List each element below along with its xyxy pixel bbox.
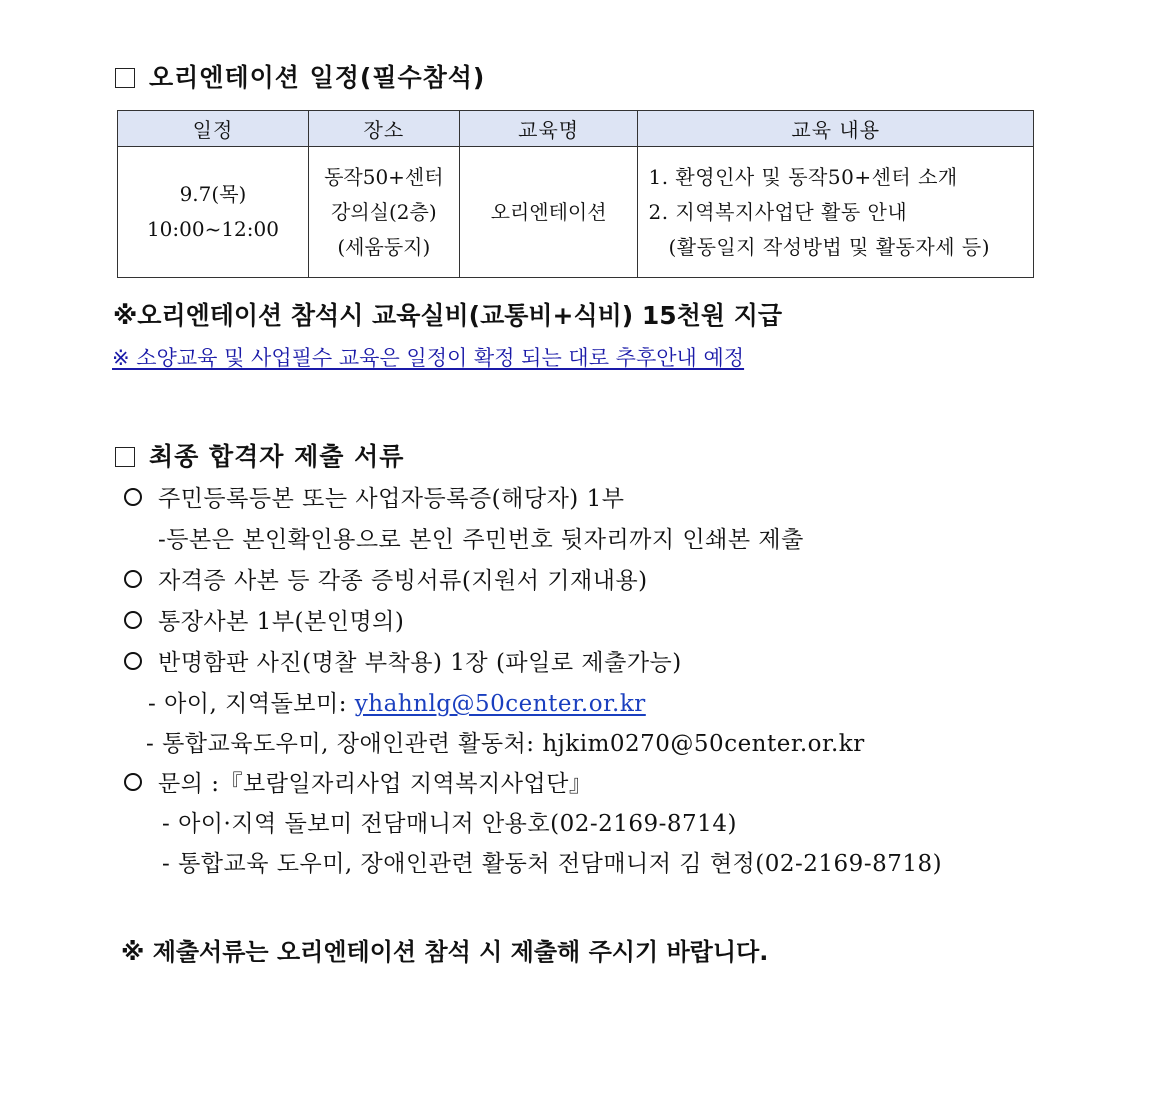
list-item bbox=[124, 562, 648, 595]
list-subitem: - 통합교육 도우미, 장애인관련 활동처 전담매니저 김 현정(02-2169-8718) bbox=[162, 851, 943, 877]
place-text: (세움둥지) bbox=[337, 234, 431, 259]
column-header: 장소 bbox=[308, 111, 459, 147]
list-item-text: 문의 :『보람일자리사업 지역복지사업단』 bbox=[158, 771, 593, 797]
list-item bbox=[124, 603, 404, 636]
section-title: 최종 합격자 제출 서류 bbox=[149, 442, 405, 471]
time-text: 10:00~12:00 bbox=[146, 217, 279, 241]
list-item-text: 주민등록등본 또는 사업자등록증(해당자) 1부 bbox=[158, 486, 625, 512]
column-header: 일정 bbox=[118, 111, 309, 147]
list-item-text: 반명함판 사진(명찰 부착용) 1장 (파일로 제출가능) bbox=[158, 650, 682, 676]
orientation-schedule-table bbox=[117, 110, 1034, 278]
column-header: 교육 내용 bbox=[638, 111, 1034, 147]
circle-bullet-icon bbox=[124, 488, 142, 506]
list-subitem: -등본은 본인확인용으로 본인 주민번호 뒷자리까지 인쇄본 제출 bbox=[158, 527, 804, 553]
list-item-text: 자격증 사본 등 각종 증빙서류(지원서 기재내용) bbox=[158, 568, 648, 594]
list-item bbox=[124, 480, 624, 513]
list-subitem: - 아이·지역 돌보미 전담매니저 안용호(02-2169-8714) bbox=[162, 811, 737, 837]
section-heading-documents bbox=[115, 437, 404, 473]
section-title: 오리엔테이션 일정(필수참석) bbox=[149, 63, 486, 92]
place-text: 동작50+센터 bbox=[324, 164, 444, 189]
list-subitem bbox=[148, 685, 646, 718]
circle-bullet-icon bbox=[124, 570, 142, 588]
list-item bbox=[124, 765, 592, 798]
allowance-note: ※오리엔테이션 참석시 교육실비(교통비+식비) 15천원 지급 bbox=[113, 301, 783, 330]
list-item-text: 통장사본 1부(본인명의) bbox=[158, 609, 405, 635]
circle-bullet-icon bbox=[124, 773, 142, 791]
submission-note: ※ 제출서류는 오리엔테이션 참석 시 제출해 주시기 바랍니다. bbox=[121, 938, 769, 966]
list-subitem: - 통합교육도우미, 장애인관련 활동처: hjkim0270@50center.or.kr bbox=[146, 731, 865, 757]
circle-bullet-icon bbox=[124, 652, 142, 670]
date-text: 9.7(목) bbox=[179, 182, 247, 206]
cell-place bbox=[308, 147, 459, 278]
cell-content bbox=[638, 147, 1034, 278]
content-text: 2. 지역복지사업단 활동 안내 bbox=[648, 199, 908, 224]
training-notice: ※ 소양교육 및 사업필수 교육은 일정이 확정 되는 대로 추후안내 예정 bbox=[112, 346, 745, 370]
checkbox-square-icon bbox=[115, 447, 135, 467]
table-row bbox=[118, 147, 1034, 278]
contact-label: - 아이, 지역돌보미: bbox=[148, 691, 355, 717]
cell-date bbox=[118, 147, 309, 278]
section-heading-orientation bbox=[115, 58, 485, 94]
email-link[interactable]: yhahnlg@50center.or.kr bbox=[354, 691, 646, 717]
content-text: 1. 환영인사 및 동작50+센터 소개 bbox=[648, 164, 958, 189]
content-text: (활동일지 작성방법 및 활동자세 등) bbox=[668, 234, 990, 259]
place-text: 강의실(2층) bbox=[331, 199, 437, 224]
table-header-row bbox=[118, 111, 1034, 147]
circle-bullet-icon bbox=[124, 611, 142, 629]
column-header: 교육명 bbox=[459, 111, 638, 147]
list-item bbox=[124, 644, 682, 677]
cell-name: 오리엔테이션 bbox=[459, 147, 638, 278]
checkbox-square-icon bbox=[115, 68, 135, 88]
